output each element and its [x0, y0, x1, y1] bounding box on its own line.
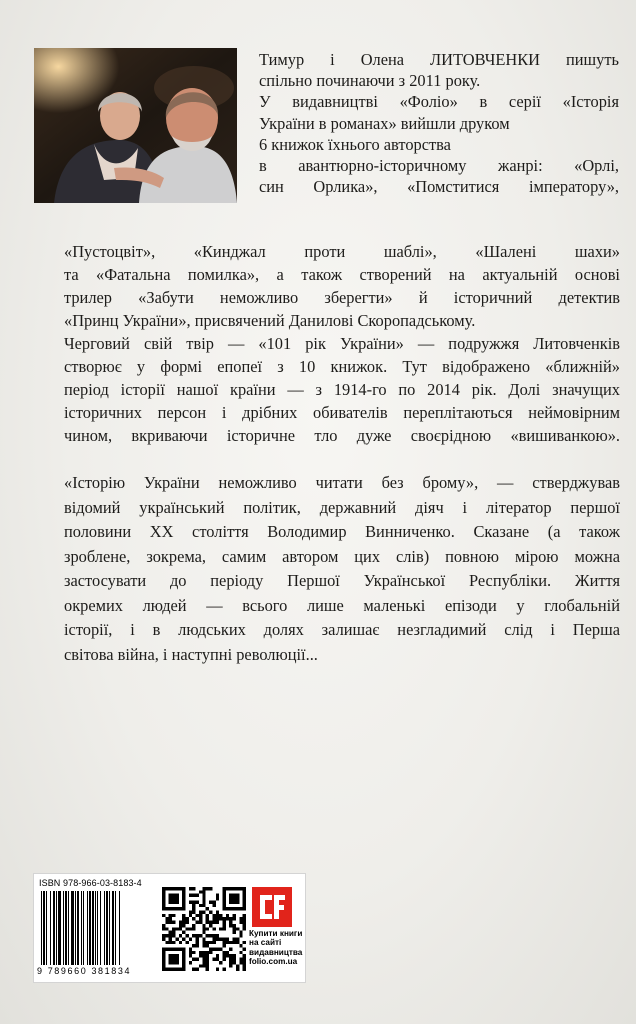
paragraph-line: «Історію України неможливо читати без брому», — стверджував — [64, 473, 620, 492]
paragraph-line: зроблене, зокрема, самим автором цих слів) повною мірою можна — [64, 546, 620, 566]
intro-line: 6 книжок їхнього авторства — [259, 134, 451, 154]
isbn-panel — [33, 873, 306, 983]
buy-text-line: видавництва — [249, 947, 303, 957]
intro-line: спільно починаючи з 2011 року. — [259, 71, 481, 91]
quote-paragraph — [64, 471, 620, 667]
paragraph-line: чином, вкриваючи історичне тло дуже своєрідною «вишиванкою». — [64, 426, 620, 445]
paragraph-line: застосувати до періоду Першої Української Республіки. Життя — [64, 571, 620, 590]
paragraph-line: та «Фатальна помилка», а також створений на актуальній основі — [64, 265, 620, 284]
intro-line: в авантюрно-історичному жанрі: «Орлі, — [259, 156, 619, 176]
paragraph-line: історії, і в людських долях залишає незгладимий слід і Перша — [64, 620, 620, 639]
paragraph-line: період історії нашої країни — з 1914-го по 2014 рік. Долі значущих — [64, 380, 620, 399]
buy-text-line: Купити книги — [249, 929, 303, 938]
paragraph-line: половини ХХ століття Володимир Винниченко. Сказане (а також — [64, 522, 620, 541]
paragraph-line: історичних персон і дрібних обивателів переплітаються неймовірним — [64, 403, 620, 422]
paragraph-line: окремих людей — всього лише маленькі епізоди у глобальній — [64, 595, 620, 615]
paragraph-line: Черговий свій твір — «101 рік України» — подружжя Литовченків — [64, 334, 620, 353]
barcode-digits: 9 789660 381834 — [37, 966, 132, 976]
paragraph-line: створює у формі епопеї з 10 книжок. Тут відображено «ближній» — [64, 357, 620, 376]
intro-line: Тимур і Олена ЛИТОВЧЕНКИ пишуть — [259, 50, 619, 69]
isbn-barcode — [39, 891, 153, 965]
main-paragraph — [64, 240, 620, 447]
paragraph-line: відомий український політик, державний діяч і літератор першої — [64, 497, 620, 517]
publisher-logo-icon — [252, 887, 292, 927]
paragraph-line: світова війна, і наступні революції... — [64, 644, 318, 664]
intro-line: син Орлика», «Помститися імператору», — [259, 177, 619, 197]
authors-photo — [34, 48, 237, 203]
paragraph-line: «Принц України», присвячений Данилові Скоропадському. — [64, 311, 476, 330]
buy-text-line: на сайті — [249, 938, 282, 948]
buy-books-link[interactable] — [249, 929, 305, 967]
paragraph-line: «Пустоцвіт», «Кинджал проти шаблі», «Шалені шахи» — [64, 242, 620, 261]
authors-intro — [259, 49, 619, 197]
qr-code[interactable] — [162, 887, 246, 971]
isbn-label: ISBN 978-966-03-8183-4 — [39, 878, 142, 888]
buy-text-line: folio.com.ua — [249, 957, 298, 967]
paragraph-line: трилер «Забути неможливо зберегти» й історичний детектив — [64, 288, 620, 307]
intro-line: У видавництві «Фоліо» в серії «Історія — [259, 92, 619, 112]
intro-line: України в романах» вийшли друком — [259, 113, 510, 133]
